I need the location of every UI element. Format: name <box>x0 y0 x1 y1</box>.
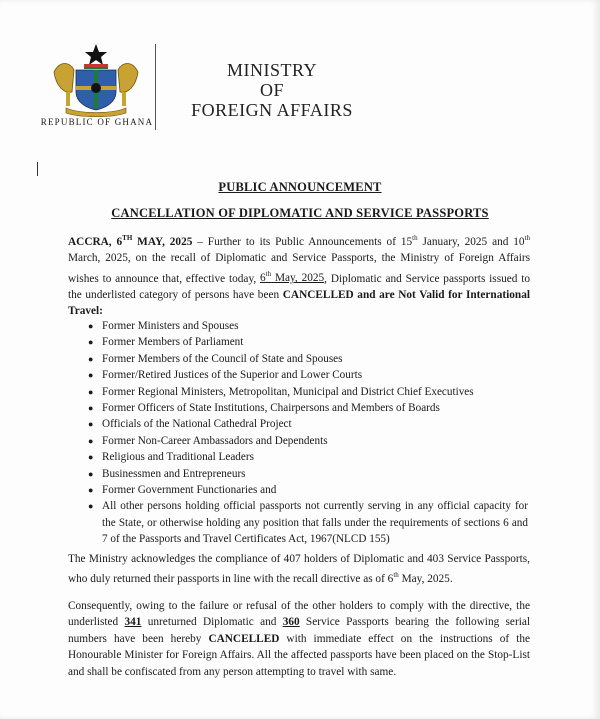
header-divider <box>155 44 156 130</box>
bullet-icon: ● <box>88 435 94 446</box>
list-item: ● Former Non-Career Ambassadors and Dependents <box>88 433 528 449</box>
ministry-name <box>172 60 372 120</box>
list-item: ● Former Members of Parliament <box>88 334 528 350</box>
compliance-paragraph: The Ministry acknowledges the compliance of 407 holders of Diplomatic and 403 Service Passports, who duly returned their passports in line with the recall directive as of 6th May, 2025. <box>68 553 530 586</box>
list-item: ● Religious and Traditional Leaders <box>88 449 528 465</box>
bullet-icon: ● <box>88 485 94 496</box>
bullet-icon: ● <box>88 370 94 381</box>
category-list <box>88 318 528 548</box>
cancellation-paragraph: Consequently, owing to the failure or refusal of the other holders to comply with the directive, the underlisted 341 unreturned Diplomatic and 360 Service Passports bearing the following serial numbers have been hereby CANCELLED with immediate effect on the instructions of the Honourable Minister for Foreign Affairs. All the affected passports have been placed on the Stop-List and shall be confiscated from any person attempting to travel with same. <box>68 600 530 678</box>
diplomatic-count: 341 <box>124 616 142 629</box>
list-item: ● Former Ministers and Spouses <box>88 318 528 334</box>
cancelled-emphasis: CANCELLED <box>282 288 354 301</box>
list-item: ● Former Government Functionaries and <box>88 482 528 498</box>
public-announcement-heading: PUBLIC ANNOUNCEMENT <box>218 180 382 194</box>
bullet-icon: ● <box>88 501 94 512</box>
cancelled-emphasis-2: CANCELLED <box>208 632 280 645</box>
bullet-icon: ● <box>88 419 94 430</box>
bullet-icon: ● <box>88 468 94 479</box>
bullet-icon: ● <box>88 337 94 348</box>
effective-date: 6th May, 2025 <box>260 270 325 285</box>
ministry-line-1: MINISTRY <box>226 60 317 80</box>
intro-paragraph: ACCRA, 6TH MAY, 2025 – Further to its Public Announcements of 15th January, 2025 and 10th March, 2025, on the recall of Diplomatic and Service Passports, the Ministry of Foreign Affairs wishes to announce that, effective today, 6th May, 2025, Diplomatic and Service passports issued to the underlisted category of persons have been CANCELLED and are Not Valid for International Travel: <box>68 234 531 318</box>
list-item: ● Former Officers of State Institutions, Chairpersons and Members of Boards <box>88 400 528 416</box>
dateline: ACCRA, 6TH MAY, 2025 <box>68 234 193 248</box>
bullet-icon: ● <box>88 321 94 331</box>
not-valid-emphasis: Not Valid for International Travel: <box>68 288 530 318</box>
ghana-coat-of-arms-logo <box>50 42 142 118</box>
list-item: ● Businessmen and Entrepreneurs <box>88 466 528 482</box>
margin-mark <box>37 162 38 176</box>
list-item: ● All other persons holding official passports not currently serving in any official capacity for the State, or otherwise holding any position that falls under the requirements of sections 6 and 7 of the Passports and Travel Certificates Act, 1967(NLCD 155) <box>88 500 528 546</box>
bullet-icon: ● <box>88 386 94 397</box>
ministry-line-3: FOREIGN AFFAIRS <box>191 100 353 120</box>
bullet-icon: ● <box>88 452 94 463</box>
crest-caption: REPUBLIC OF GHANA <box>40 117 154 127</box>
list-item: ● Former/Retired Justices of the Superior and Lower Courts <box>88 367 528 383</box>
bullet-icon: ● <box>88 403 94 414</box>
list-item: ● Former Regional Ministers, Metropolitan, Municipal and District Chief Executives <box>88 384 528 400</box>
cancellation-heading: CANCELLATION OF DIPLOMATIC AND SERVICE PASSPORTS <box>111 206 489 220</box>
service-count: 360 <box>282 616 300 629</box>
list-item: ● Officials of the National Cathedral Project <box>88 416 528 432</box>
ministry-line-2: OF <box>259 80 284 100</box>
list-item: ● Former Members of the Council of State and Spouses <box>88 351 528 367</box>
bullet-icon: ● <box>88 353 94 364</box>
